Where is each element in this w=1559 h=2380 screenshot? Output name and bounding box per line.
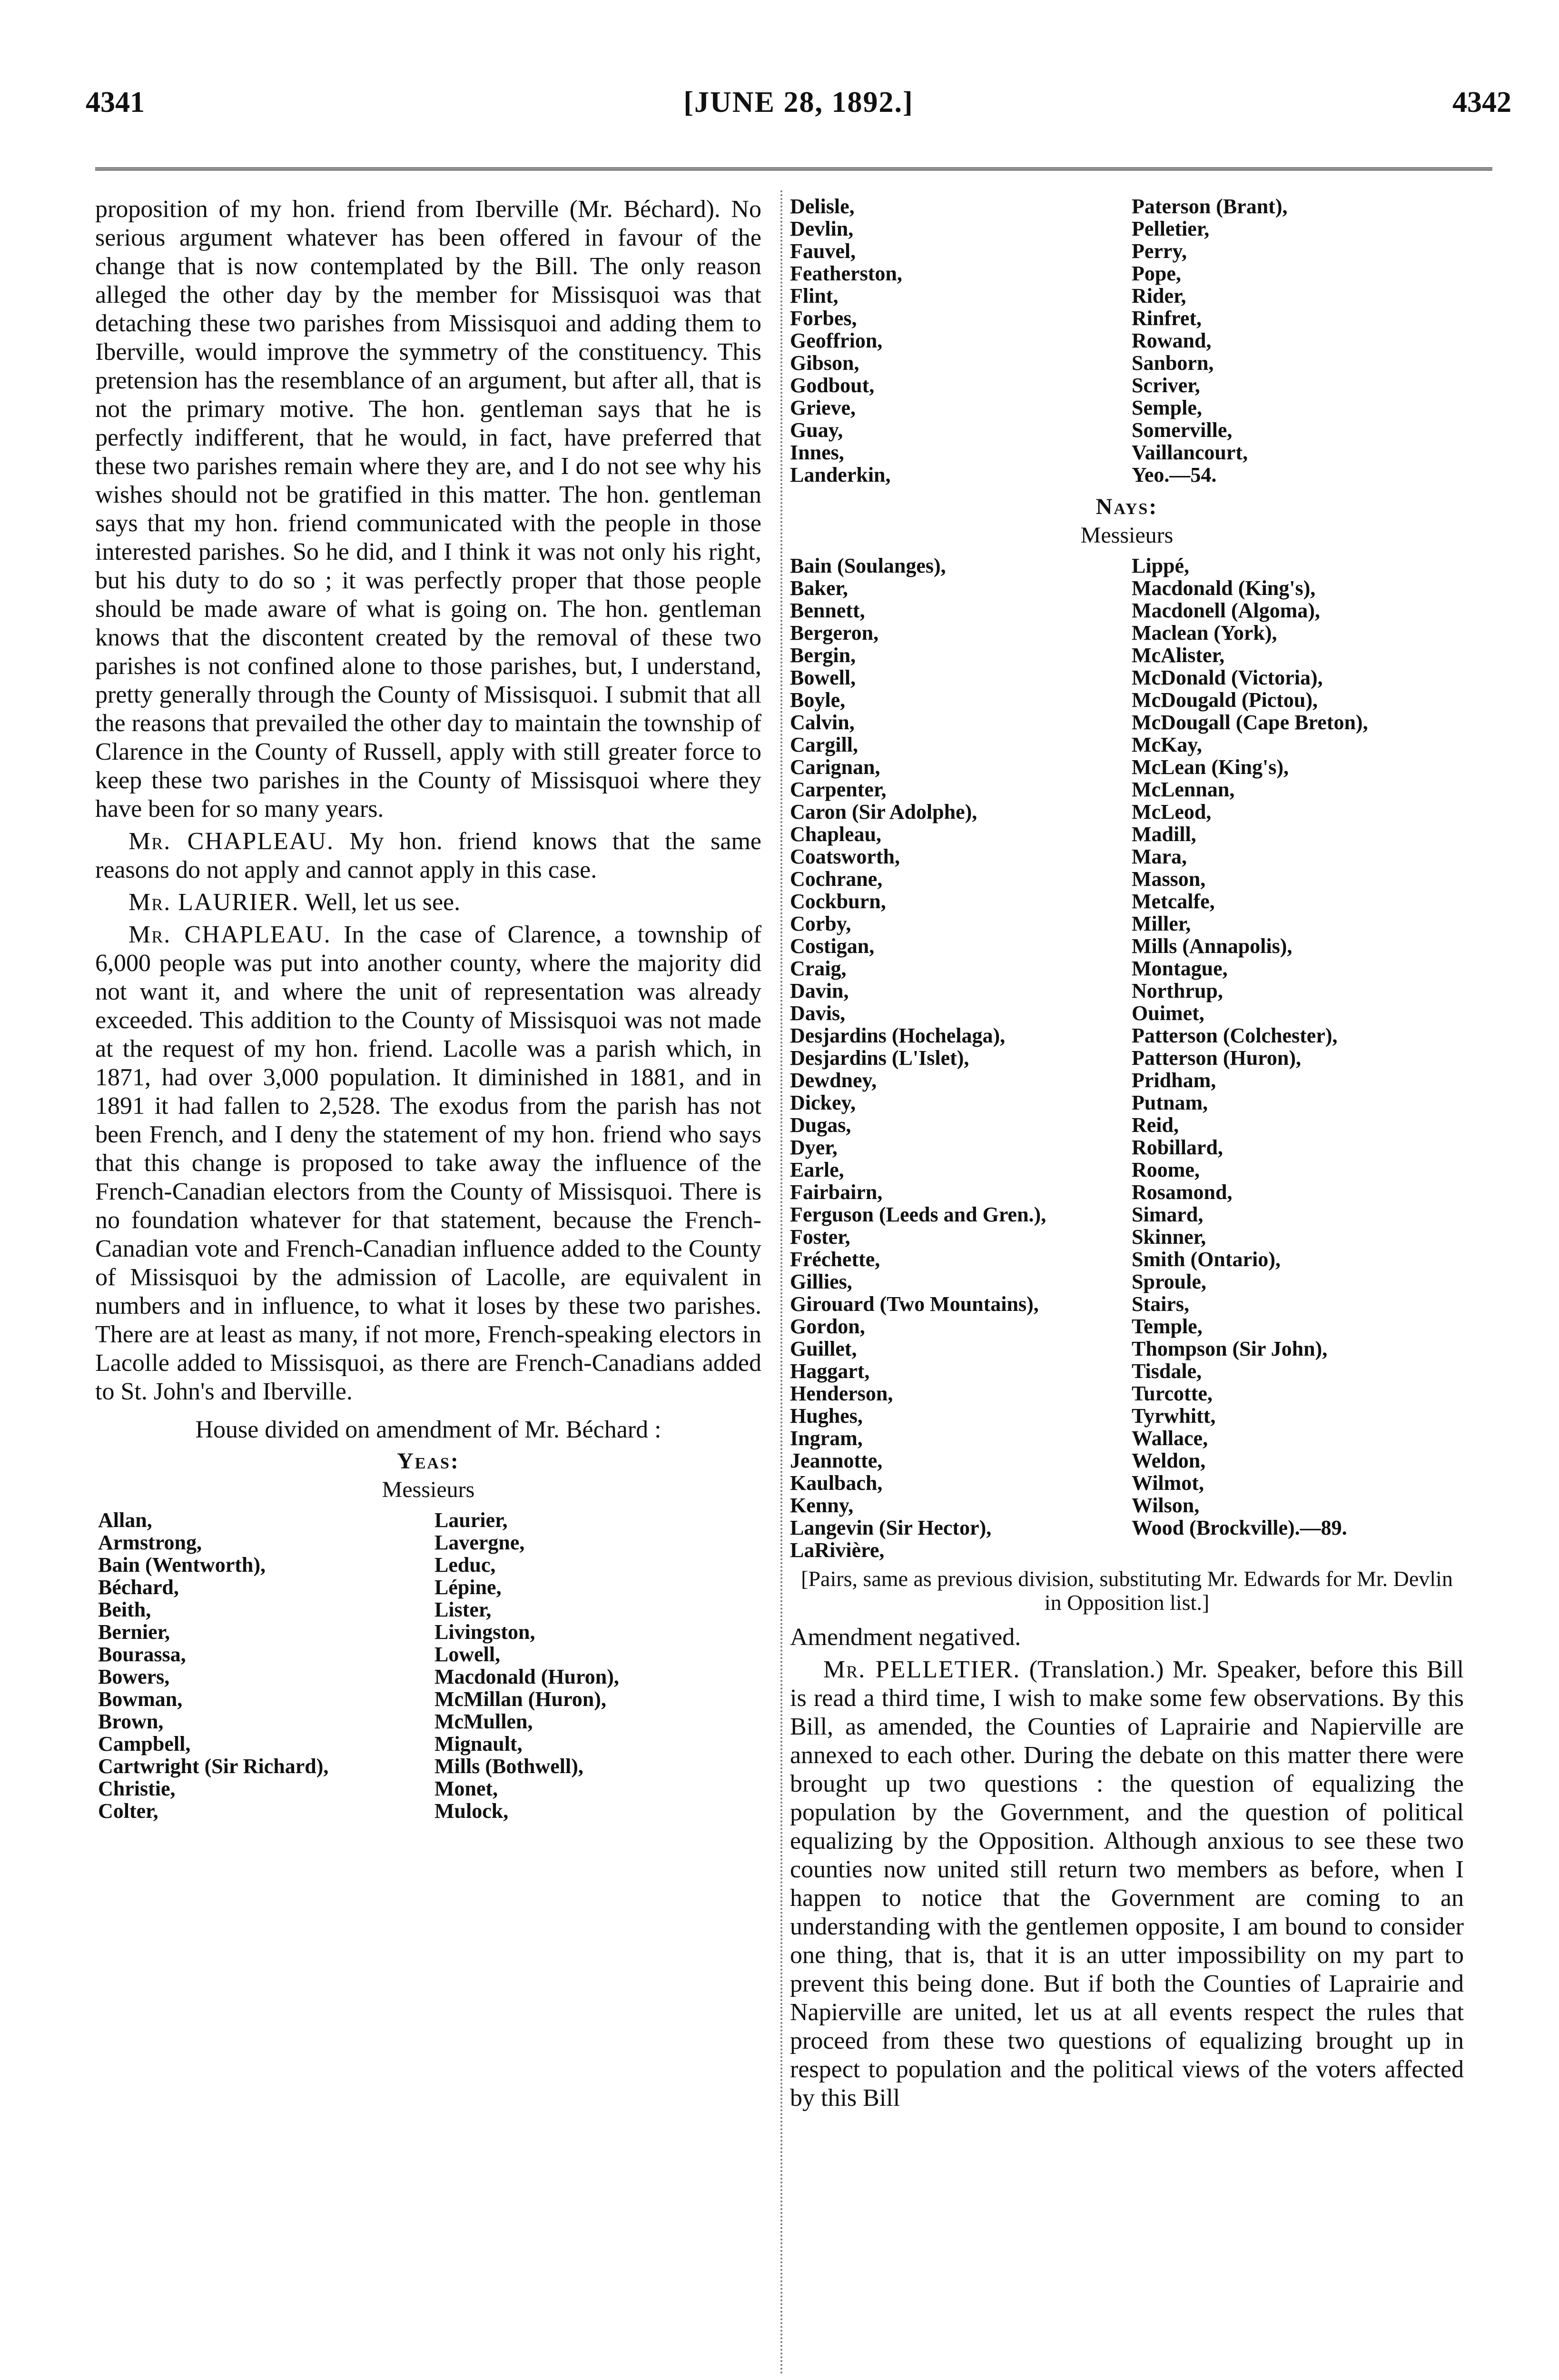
member-name: Earle, — [790, 1158, 844, 1181]
member-name — [1132, 1539, 1464, 1561]
member-name: Godbout, — [790, 374, 875, 397]
member-name: Henderson, — [790, 1382, 893, 1405]
member-name: Ouimet, — [1132, 1002, 1204, 1025]
member-name: Caron (Sir Adolphe), — [790, 800, 977, 823]
yeas-subheading: Messieurs — [382, 1477, 475, 1502]
member-name: Mills (Bothwell), — [434, 1755, 583, 1778]
yeas-heading: Yeas: — [397, 1448, 460, 1474]
page-header — [86, 86, 1511, 129]
member-name: Semple, — [1132, 396, 1202, 419]
member-name: Boyle, — [790, 688, 846, 712]
member-name: Mills (Annapolis), — [1132, 934, 1293, 958]
member-name: Bennett, — [790, 599, 865, 622]
division-title: House divided on amendment of Mr. Béchard : — [195, 1416, 661, 1443]
member-name: Roome, — [1132, 1158, 1200, 1181]
member-name: Macdonell (Algoma), — [1132, 599, 1320, 622]
amendment-result: Amendment negatived. — [790, 1624, 1021, 1651]
member-name: Laurier, — [434, 1508, 508, 1532]
member-name: Lavergne, — [434, 1531, 525, 1554]
member-name: Weldon, — [1132, 1449, 1206, 1472]
member-name: Macdonald (Huron), — [434, 1665, 619, 1688]
member-name: Cockburn, — [790, 890, 886, 913]
member-name: Bowers, — [98, 1665, 170, 1688]
speech-text: (Translation.) Mr. Speaker, before this Bill is read a third time, I wish to make some few observations. By this Bill, as amended, the Counties of Laprairie and Napierville are annexed to each other. During the debate on this matter there were brought up two questions : the question of equalizing the population by the Government, and the question of political equalizing by the Opposition. Although anxious to see these two counties now united still return two members as before, when I happen to notice that the Government are coming to an understanding with the gentlemen opposite, I am bound to consider one thing, that is, that it is an utter impossibility on my part to prevent this being done. But if both the Counties of Laprairie and Napierville are united, let us at all events respect the rules that proceed from these two questions of equalizing brought up in respect to population and the political views of the voters affected by this Bill — [790, 1656, 1464, 2112]
member-name: Sproule, — [1132, 1270, 1206, 1293]
member-name: Brown, — [98, 1710, 164, 1733]
member-name: Wallace, — [1132, 1427, 1208, 1450]
pairs-note: [Pairs, same as previous division, substituting Mr. Edwards for Mr. Devlin in Opposition list.] — [801, 1567, 1453, 1615]
member-name: Lippé, — [1132, 554, 1190, 577]
member-name: McDougall (Cape Breton), — [1132, 711, 1368, 734]
member-name: Bain (Soulanges), — [790, 554, 946, 577]
member-name: Devlin, — [790, 217, 854, 240]
member-name: Skinner, — [1132, 1225, 1206, 1249]
member-name: Northrup, — [1132, 979, 1223, 1002]
member-name: McAlister, — [1132, 644, 1225, 667]
member-name: Ferguson (Leeds and Gren.), — [790, 1203, 1046, 1226]
member-name: Gibson, — [790, 351, 859, 375]
member-name: Sanborn, — [1132, 351, 1214, 375]
member-name: Smith (Ontario), — [1132, 1248, 1281, 1271]
right-column — [790, 195, 1464, 2116]
member-name: Bain (Wentworth), — [98, 1553, 266, 1577]
speech-laurier — [95, 888, 761, 917]
member-name: Chapleau, — [790, 823, 881, 846]
member-name: Bowell, — [790, 666, 856, 689]
continued-speech-paragraph: proposition of my hon. friend from Iberville (Mr. Béchard). No serious argument whatever has been offered in favour of the change that is now contemplated by the Bill. The only reason alleged the other day by the member for Missisquoi was that detaching these two parishes from Missisquoi and adding them to Iberville, would improve the symmetry of the constituency. This pretension has the resemblance of an argument, but after all, that is not the primary motive. The hon. gentleman says that he is perfectly indifferent, that he would, in fact, have preferred that these two parishes remain where they are, and I do not see why his wishes should not be gratified in this matter. The hon. gentleman says that my hon. friend communicated with the people in those interested parishes. So he did, and I think it was not only his right, but his duty to do so ; it was perfectly proper that those people should be made aware of what is going on. The hon. gentleman knows that the discontent created by the removal of these two parishes is not confined alone to those parishes, but, I understand, pretty generally through the County of Missisquoi. I submit that all the reasons that prevailed the other day to maintain the township of Clarence in the County of Russell, apply with still greater force to keep these two parishes in the County of Missisquoi where they have been for so many years. — [95, 196, 761, 823]
speaker-name: Mr. CHAPLEAU. — [128, 921, 331, 948]
member-name: Ingram, — [790, 1427, 863, 1450]
member-name: Robillard, — [1132, 1136, 1223, 1159]
member-name: Rinfret, — [1132, 307, 1202, 330]
member-name: Rider, — [1132, 284, 1186, 307]
member-name: Desjardins (Hochelaga), — [790, 1024, 1006, 1047]
member-name: Armstrong, — [98, 1531, 202, 1554]
member-name: Lister, — [434, 1598, 492, 1621]
member-name: Putnam, — [1132, 1091, 1208, 1114]
speech-text: Well, let us see. — [299, 889, 461, 916]
member-name: Masson, — [1132, 867, 1206, 891]
member-name: Fairbairn, — [790, 1180, 883, 1204]
member-name: McDougald (Pictou), — [1132, 688, 1318, 712]
member-name: Simard, — [1132, 1203, 1204, 1226]
nays-name-list — [790, 555, 1464, 1561]
right-page-number: 4342 — [1452, 86, 1511, 119]
member-name: Costigan, — [790, 934, 875, 958]
member-name: Mara, — [1132, 845, 1187, 868]
member-name: Forbes, — [790, 307, 857, 330]
member-name: Fauvel, — [790, 239, 856, 263]
yeas-name-list — [95, 1509, 761, 1822]
member-name: Calvin, — [790, 711, 855, 734]
member-name: Bergeron, — [790, 621, 879, 645]
column-divider — [780, 190, 782, 2376]
member-name: McLennan, — [1132, 778, 1235, 801]
member-name: Foster, — [790, 1225, 850, 1249]
member-name: McDonald (Victoria), — [1132, 666, 1323, 689]
member-name: Paterson (Brant), — [1132, 195, 1288, 218]
member-name: Turcotte, — [1132, 1382, 1213, 1405]
member-name: Davis, — [790, 1002, 846, 1025]
member-name: LaRivière, — [790, 1538, 885, 1562]
member-name: Gordon, — [790, 1315, 865, 1338]
member-name: Rowand, — [1132, 329, 1212, 352]
member-name: Livingston, — [434, 1620, 535, 1644]
member-name: Langevin (Sir Hector), — [790, 1516, 992, 1539]
member-name: Campbell, — [98, 1732, 191, 1755]
member-name: Cargill, — [790, 733, 858, 756]
member-name: Bourassa, — [98, 1643, 186, 1666]
speaker-name: Mr. PELLETIER. — [823, 1656, 1021, 1683]
member-name: Yeo.—54. — [1132, 463, 1217, 486]
left-page-number: 4341 — [86, 86, 145, 119]
member-name: Hughes, — [790, 1404, 863, 1428]
member-name: McMillan (Huron), — [434, 1687, 606, 1711]
member-name: Dyer, — [790, 1136, 838, 1159]
member-name: Landerkin, — [790, 463, 891, 486]
member-name: Kaulbach, — [790, 1471, 883, 1495]
member-name: Delisle, — [790, 195, 855, 218]
member-name: Perry, — [1132, 239, 1187, 263]
member-name: McMullen, — [434, 1710, 533, 1733]
member-name: Monet, — [434, 1777, 498, 1800]
member-name: Flint, — [790, 284, 839, 307]
member-name: Haggart, — [790, 1359, 870, 1383]
member-name: Featherston, — [790, 262, 902, 285]
member-name: Innes, — [790, 441, 844, 464]
member-name: Dugas, — [790, 1113, 851, 1137]
speech-text: My hon. friend knows that the same reasons do not apply and cannot apply in this case. — [95, 828, 761, 883]
left-column — [95, 195, 761, 1822]
member-name: Wilson, — [1132, 1494, 1200, 1517]
member-name: Metcalfe, — [1132, 890, 1215, 913]
member-name: Mignault, — [434, 1732, 523, 1755]
member-name: Kenny, — [790, 1494, 854, 1517]
speech-text: In the case of Clarence, a township of 6,000 people was put into another county, where the majority did not want it, and where the unit of representation was already exceeded. This addition to the County of Missisquoi was not made at the request of my hon. friend. Lacolle was a parish which, in 1871, had over 3,000 population. It diminished in 1881, and in 1891 it had fallen to 2,528. The exodus from the parish has not been French, and I deny the statement of my hon. friend who says that this change is proposed to take away the influence of the French-Canadian electors from the County of Missisquoi. There is no foundation whatever for that statement, because the French-Canadian vote and French-Canadian influence added to the County of Missisquoi by the admission of Lacolle, are equivalent in numbers and in influence, to what it loses by these two parishes. There are at least as many, if not more, French-speaking electors in Lacolle added to Missisquoi, as there are French-Canadians added to St. John's and Iberville. — [95, 921, 762, 1405]
member-name: Carignan, — [790, 755, 880, 779]
member-name: Grieve, — [790, 396, 856, 419]
speech-chapleau-2 — [95, 921, 761, 1406]
member-name: Gillies, — [790, 1270, 852, 1293]
member-name: Geoffrion, — [790, 329, 883, 352]
member-name: Bergin, — [790, 644, 856, 667]
member-name: Cochrane, — [790, 867, 883, 891]
member-name: Beith, — [98, 1598, 151, 1621]
member-name: Girouard (Two Mountains), — [790, 1292, 1039, 1316]
member-name: Cartwright (Sir Richard), — [98, 1755, 329, 1778]
speech-chapleau-1 — [95, 827, 761, 884]
member-name: Davin, — [790, 979, 849, 1002]
member-name: Miller, — [1132, 912, 1191, 935]
member-name: Macdonald (King's), — [1132, 576, 1316, 600]
member-name: Desjardins (L'Islet), — [790, 1046, 969, 1070]
member-name: Dewdney, — [790, 1069, 877, 1092]
member-name: Tyrwhitt, — [1132, 1404, 1216, 1428]
member-name: Montague, — [1132, 957, 1228, 980]
page-date: [JUNE 28, 1892.] — [683, 86, 914, 119]
member-name: Lowell, — [434, 1643, 501, 1666]
member-name: Coatsworth, — [790, 845, 900, 868]
member-name: Guillet, — [790, 1337, 857, 1360]
member-name: Jeannotte, — [790, 1449, 883, 1472]
member-name: Carpenter, — [790, 778, 887, 801]
member-name: Madill, — [1132, 823, 1196, 846]
member-name: Somerville, — [1132, 418, 1233, 442]
header-rule — [95, 168, 1492, 170]
member-name: Vaillancourt, — [1132, 441, 1248, 464]
member-name: McKay, — [1132, 733, 1202, 756]
member-name: Patterson (Colchester), — [1132, 1024, 1338, 1047]
nays-heading: Nays: — [1095, 494, 1158, 519]
yeas-continued-name-list — [790, 195, 1464, 486]
member-name: Stairs, — [1132, 1292, 1189, 1316]
member-name: Pelletier, — [1132, 217, 1210, 240]
member-name: Scriver, — [1132, 374, 1200, 397]
member-name: Tisdale, — [1132, 1359, 1202, 1383]
member-name: Craig, — [790, 957, 847, 980]
member-name: Wilmot, — [1132, 1471, 1204, 1495]
member-name: Leduc, — [434, 1553, 496, 1577]
member-name: Allan, — [98, 1508, 152, 1532]
member-name: Guay, — [790, 418, 843, 442]
speaker-name: Mr. LAURIER. — [128, 889, 299, 916]
member-name: Lépine, — [434, 1576, 502, 1599]
speech-pelletier — [790, 1656, 1464, 2112]
member-name: Rosamond, — [1132, 1180, 1233, 1204]
member-name: Dickey, — [790, 1091, 856, 1114]
member-name: Baker, — [790, 576, 848, 600]
member-name: Maclean (York), — [1132, 621, 1277, 645]
member-name: Corby, — [790, 912, 851, 935]
member-name: Temple, — [1132, 1315, 1203, 1338]
member-name: Bowman, — [98, 1687, 183, 1711]
member-name: Colter, — [98, 1799, 158, 1823]
member-name: Wood (Brockville).—89. — [1132, 1516, 1347, 1539]
member-name: Mulock, — [434, 1799, 509, 1823]
member-name: Reid, — [1132, 1113, 1179, 1137]
nays-subheading: Messieurs — [1080, 523, 1174, 548]
member-name: Thompson (Sir John), — [1132, 1337, 1328, 1360]
member-name: McLeod, — [1132, 800, 1212, 823]
member-name: McLean (King's), — [1132, 755, 1289, 779]
member-name: Christie, — [98, 1777, 176, 1800]
member-name: Bernier, — [98, 1620, 170, 1644]
member-name: Béchard, — [98, 1576, 179, 1599]
member-name: Pridham, — [1132, 1069, 1216, 1092]
member-name: Fréchette, — [790, 1248, 880, 1271]
member-name: Pope, — [1132, 262, 1181, 285]
member-name: Patterson (Huron), — [1132, 1046, 1302, 1070]
speaker-name: Mr. CHAPLEAU. — [128, 828, 334, 855]
